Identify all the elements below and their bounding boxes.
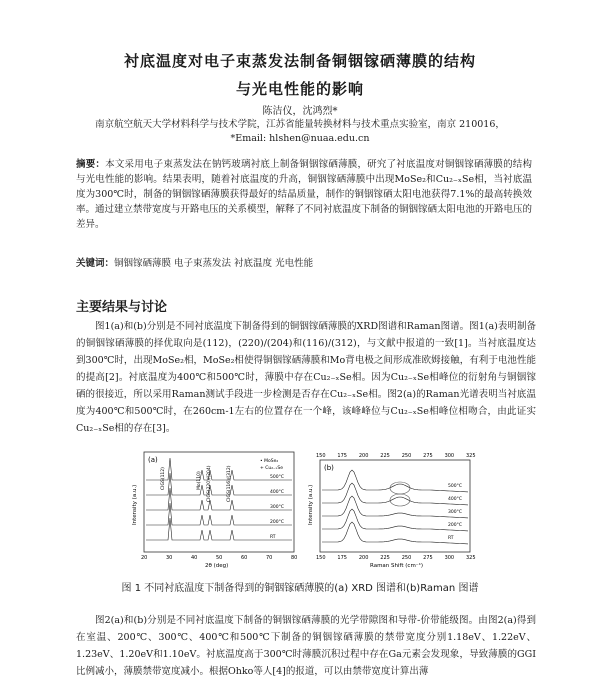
raman-curve-label: 300°C	[448, 510, 462, 515]
affiliation-block	[40, 118, 560, 146]
panel-b-toptick: 250	[401, 453, 412, 459]
panel-b-toptick: 300	[444, 453, 455, 459]
raman-curve-label: 400°C	[448, 497, 462, 502]
panel-b-toptick: 175	[337, 453, 347, 459]
raman-curve	[322, 470, 468, 492]
panel-b-xtick: 200	[358, 555, 369, 561]
raman-curve-label: RT	[448, 536, 454, 541]
panel-b-toptick: 275	[423, 453, 433, 459]
paragraph-1: 图1(a)和(b)分别是不同衬底温度下制备得到的铜铟镓硒薄膜的XRD图谱和Raman图谱。图1(a)表明制备的铜铟镓硒薄膜的择优取向是(112)，(220)/(204)和(116)/(312)，与文献中报道的一致[1]。当衬底温度达到300℃时，出现MoSe₂相，MoSe₂相使得铜铟镓硒薄膜和Mo背电极之间形成准欧姆接触，有利于电池性能的提高[2]。衬底温度为400℃和500℃时，薄膜中存在Cu₂₋ₓSe相。因为Cu₂₋ₓSe相峰位的衍射角与铜铟镓硒的很接近，所以采用Raman测试手段进一步检测是否存在Cu₂₋ₓSe相。图2(a)的Raman光谱表明当衬底温度为400℃和500℃时，在260cm-1左右的位置存在一个峰，该峰峰位与Cu₂₋ₓSe相峰位相吻合，由此证实Cu₂₋ₓSe相的存在[3]。	[76, 321, 536, 434]
section-title: 主要结果与讨论	[76, 300, 168, 315]
peak-label-mo110: Mo(110)	[197, 471, 202, 490]
xrd-curve-label: 400°C	[270, 490, 284, 495]
keywords	[76, 255, 532, 269]
abstract	[76, 157, 532, 232]
panel-b-xtick: 300	[444, 555, 455, 561]
keywords-text: 铜铟镓硒薄膜 电子束蒸发法 衬底温度 光电性能	[114, 258, 314, 269]
panel-a-xtick: 30	[166, 555, 173, 561]
xrd-curve-label: 500°C	[270, 475, 284, 480]
panel-a-ylabel: Intensity (a.u.)	[132, 484, 138, 525]
panel-b-xtick: 225	[380, 555, 390, 561]
raman-curve-label: 200°C	[448, 523, 462, 528]
panel-b-toptick: 325	[466, 453, 476, 459]
xrd-curve-label: 200°C	[270, 520, 284, 525]
figure-caption: 图 1 不同衬底温度下制备得到的铜铟镓硒薄膜的(a) XRD 图谱和(b)Raman 图谱	[121, 583, 479, 594]
raman-circle-2	[390, 494, 410, 506]
keywords-label: 关键词：	[76, 258, 115, 269]
panel-b-xtick: 250	[401, 555, 412, 561]
panel-a-xtick: 20	[141, 555, 148, 561]
panel-a-xtick: 80	[291, 555, 298, 561]
panel-b-xtick: 150	[316, 555, 326, 561]
panel-b-xtick: 325	[466, 555, 476, 561]
peak-label-cigs116: CIGS(116)/(312)	[227, 465, 232, 502]
panel-b-xtick: 275	[423, 555, 433, 561]
paragraph-2: 图2(a)和(b)分别是不同衬底温度下制备的铜铟镓硒薄膜的光学带隙图和导带-价带能级图。由图2(a)得到在室温、200℃、300℃、400℃和500℃下制备的铜铟镓硒薄膜的禁带宽度分别1.18eV、1.22eV、1.23eV、1.20eV和1.10eV。衬底温度高于300℃时薄膜沉积过程中存在Ga元素会发现象，导致薄膜的GGI比例减小，薄膜禁带宽度减小。根据Ohko等人[4]的报道，可以由禁带宽度计算出薄	[76, 615, 536, 677]
legend-cu2se: + Cu₂₋ₓSe	[260, 466, 283, 471]
affiliation: 南京航空航天大学材料科学与技术学院，江苏省能量转换材料与技术重点实验室，南京 210016，	[95, 119, 505, 130]
peak-label-cigs220: CIGS(220)/(204)	[207, 465, 212, 502]
panel-b-toptick: 225	[380, 453, 390, 459]
abstract-text: 本文采用电子束蒸发法在钠钙玻璃衬底上制备铜铟镓硒薄膜，研究了衬底温度对铜铟镓硒薄膜的结构与光电性能的影响。结果表明，随着衬底温度的升高，铜铟镓硒薄膜中出现MoSe₂和Cu₂₋ₓSe相，当衬底温度为300℃时，制备的铜铟镓硒薄膜获得最好的结晶质量，制作的铜铟镓硒太阳电池获得7.1%的最高转换效率。通过建立禁带宽度与开路电压的关系模型，解释了不同衬底温度下制备的铜铟镓硒太阳电池的开路电压的差异。	[76, 159, 533, 230]
panel-a-xlabel: 2θ (deg)	[205, 563, 229, 569]
panel-b	[308, 453, 476, 569]
abstract-label: 摘要：	[76, 159, 106, 170]
title-line-1: 衬底温度对电子束蒸发法制备铜铟镓硒薄膜的结构	[123, 52, 476, 70]
peak-label-cigs112: CIGS(112)	[161, 467, 166, 490]
authors: 陈洁仪，沈鸿烈*	[262, 106, 338, 117]
panel-b-ylabel: Intensity (a.u.)	[308, 484, 314, 525]
panel-a-xtick: 60	[241, 555, 248, 561]
panel-b-toptick: 200	[358, 453, 369, 459]
panel-b-label: (b)	[324, 464, 334, 472]
figure-1	[130, 450, 476, 570]
panel-a-xtick: 70	[266, 555, 273, 561]
xrd-curve-label: 300°C	[270, 505, 284, 510]
panel-b-xlabel: Raman Shift (cm⁻¹)	[370, 563, 424, 569]
panel-b-toptick: 150	[316, 453, 326, 459]
panel-a-label: (a)	[148, 456, 158, 464]
email: *Email: hlshen@nuaa.edu.cn	[230, 133, 370, 144]
legend-mose2: • MoSe₂	[260, 459, 279, 464]
xrd-curve-label: RT	[270, 535, 276, 540]
panel-a	[132, 452, 297, 569]
panel-a-xtick: 40	[191, 555, 198, 561]
panel-b-xtick: 175	[337, 555, 347, 561]
raman-curve-label: 500°C	[448, 484, 462, 489]
title-line-2: 与光电性能的影响	[235, 80, 364, 98]
panel-a-xtick: 50	[216, 555, 223, 561]
